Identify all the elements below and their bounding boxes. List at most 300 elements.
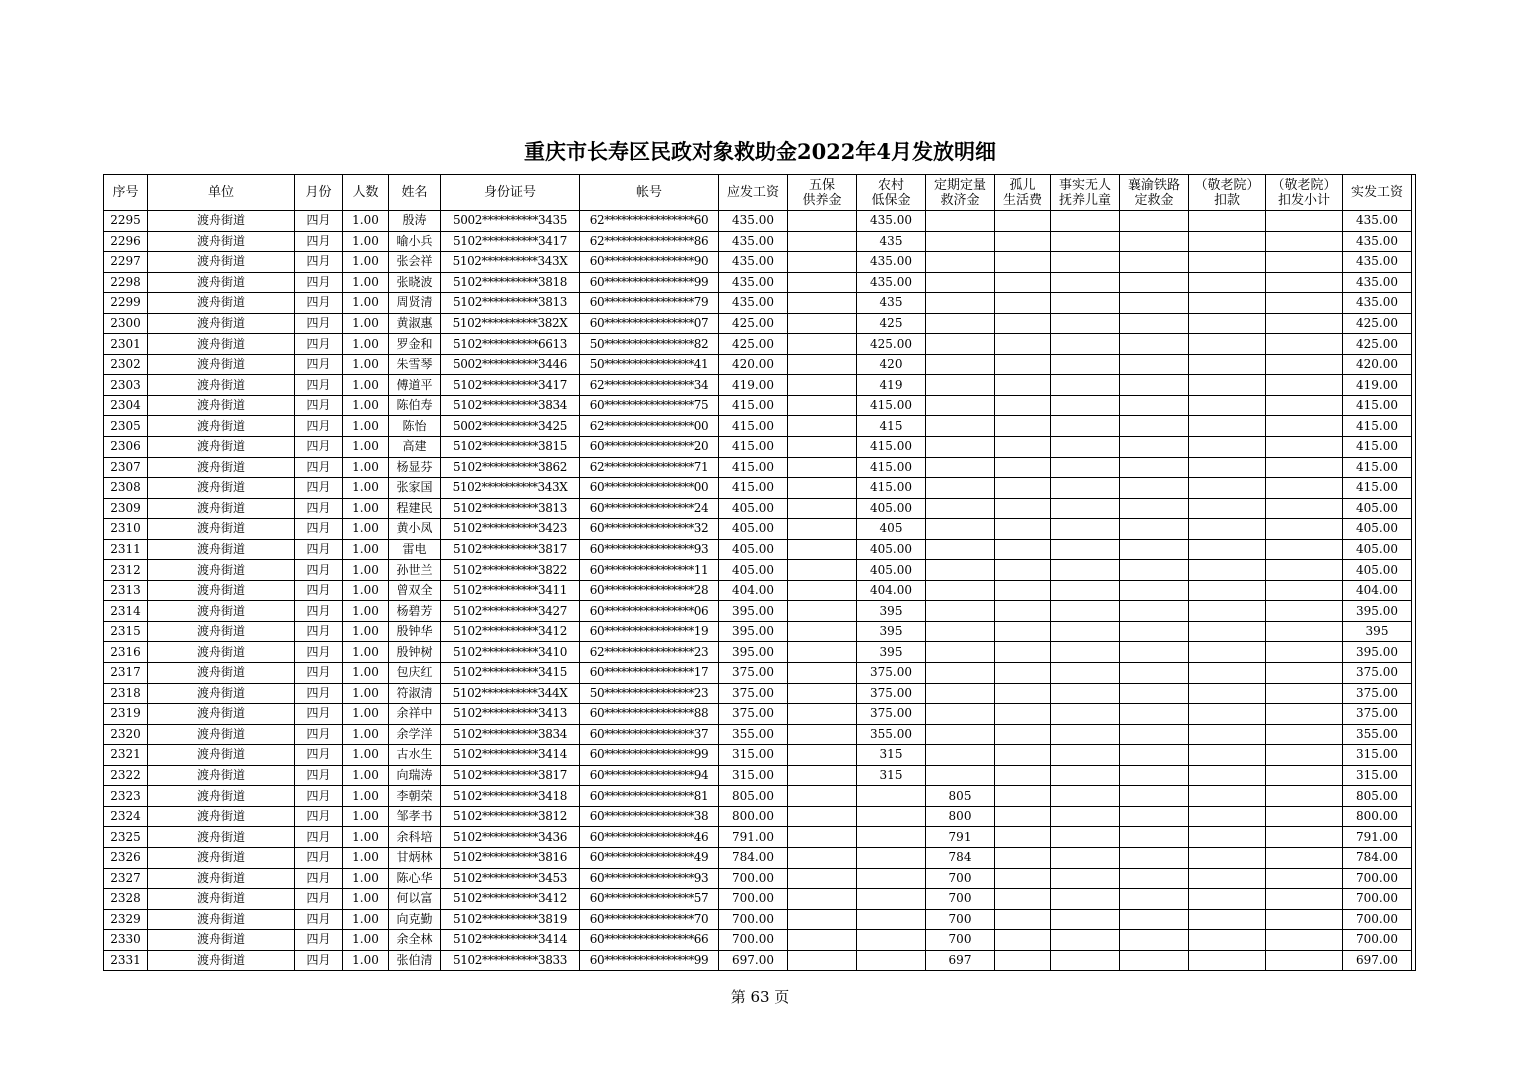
cell-orphan [995, 252, 1051, 273]
cell-account: 60****************11 [580, 560, 719, 581]
cell-net-pay: 415.00 [1343, 478, 1412, 499]
cell-id-number: 5002**********3425 [441, 416, 580, 437]
cell-nursing-deduct [1189, 827, 1266, 848]
cell-railway [1120, 580, 1189, 601]
cell-month: 四月 [295, 416, 343, 437]
cell-nursing-subtotal [1266, 806, 1343, 827]
cell-orphan [995, 745, 1051, 766]
cell-net-pay: 375.00 [1343, 683, 1412, 704]
cell-account: 60****************99 [580, 272, 719, 293]
cell-account: 60****************70 [580, 909, 719, 930]
cell-seq: 2313 [104, 580, 148, 601]
cell-nursing-deduct [1189, 395, 1266, 416]
cell-seq: 2330 [104, 930, 148, 951]
cell-unit: 渡舟街道 [148, 231, 295, 252]
cell-unit: 渡舟街道 [148, 765, 295, 786]
cell-railway [1120, 313, 1189, 334]
cell-seq: 2305 [104, 416, 148, 437]
cell-net-pay: 404.00 [1343, 580, 1412, 601]
cell-dibao: 415.00 [857, 457, 926, 478]
cell-dingqi [926, 498, 995, 519]
table-row [104, 621, 1412, 642]
cell-unattended-child [1051, 868, 1120, 889]
cell-nursing-subtotal [1266, 621, 1343, 642]
cell-seq: 2319 [104, 704, 148, 725]
cell-payable: 700.00 [719, 889, 788, 910]
cell-dingqi [926, 437, 995, 458]
relief-payment-table [103, 174, 1412, 971]
cell-orphan [995, 663, 1051, 684]
cell-account: 62****************00 [580, 416, 719, 437]
cell-count: 1.00 [343, 683, 389, 704]
cell-dibao: 435.00 [857, 211, 926, 232]
table-row [104, 539, 1412, 560]
cell-month: 四月 [295, 478, 343, 499]
cell-nursing-subtotal [1266, 252, 1343, 273]
cell-count: 1.00 [343, 868, 389, 889]
cell-payable: 791.00 [719, 827, 788, 848]
cell-seq: 2311 [104, 539, 148, 560]
cell-id-number: 5102**********3436 [441, 827, 580, 848]
cell-orphan [995, 457, 1051, 478]
cell-count: 1.00 [343, 211, 389, 232]
table-row [104, 478, 1412, 499]
cell-nursing-subtotal [1266, 909, 1343, 930]
cell-wubao [788, 745, 857, 766]
header-id-number: 身份证号 [441, 175, 580, 211]
cell-seq: 2328 [104, 889, 148, 910]
cell-month: 四月 [295, 827, 343, 848]
cell-unit: 渡舟街道 [148, 621, 295, 642]
table-row [104, 293, 1412, 314]
cell-count: 1.00 [343, 416, 389, 437]
cell-name: 程建民 [389, 498, 441, 519]
cell-unattended-child [1051, 519, 1120, 540]
cell-month: 四月 [295, 539, 343, 560]
cell-count: 1.00 [343, 539, 389, 560]
cell-unattended-child [1051, 375, 1120, 396]
cell-count: 1.00 [343, 786, 389, 807]
cell-name: 周贤清 [389, 293, 441, 314]
cell-unit: 渡舟街道 [148, 375, 295, 396]
cell-nursing-deduct [1189, 765, 1266, 786]
cell-wubao [788, 889, 857, 910]
cell-payable: 315.00 [719, 745, 788, 766]
cell-nursing-subtotal [1266, 211, 1343, 232]
cell-nursing-deduct [1189, 313, 1266, 334]
cell-nursing-deduct [1189, 950, 1266, 971]
cell-seq: 2322 [104, 765, 148, 786]
table-row [104, 416, 1412, 437]
cell-unit: 渡舟街道 [148, 724, 295, 745]
cell-nursing-deduct [1189, 560, 1266, 581]
cell-wubao [788, 868, 857, 889]
cell-wubao [788, 827, 857, 848]
cell-unit: 渡舟街道 [148, 889, 295, 910]
cell-nursing-subtotal [1266, 765, 1343, 786]
header-dingqi: 定期定量 救济金 [926, 175, 995, 211]
cell-seq: 2310 [104, 519, 148, 540]
cell-unit: 渡舟街道 [148, 560, 295, 581]
cell-month: 四月 [295, 663, 343, 684]
cell-railway [1120, 498, 1189, 519]
cell-nursing-subtotal [1266, 231, 1343, 252]
cell-orphan [995, 724, 1051, 745]
cell-wubao [788, 601, 857, 622]
cell-name: 古水生 [389, 745, 441, 766]
cell-unit: 渡舟街道 [148, 663, 295, 684]
cell-dibao [857, 909, 926, 930]
cell-railway [1120, 847, 1189, 868]
cell-nursing-subtotal [1266, 272, 1343, 293]
cell-seq: 2302 [104, 354, 148, 375]
cell-orphan [995, 416, 1051, 437]
cell-net-pay: 435.00 [1343, 252, 1412, 273]
cell-nursing-subtotal [1266, 580, 1343, 601]
cell-count: 1.00 [343, 724, 389, 745]
cell-count: 1.00 [343, 231, 389, 252]
cell-id-number: 5102**********3816 [441, 847, 580, 868]
cell-dingqi [926, 704, 995, 725]
table-row [104, 909, 1412, 930]
cell-payable: 415.00 [719, 437, 788, 458]
table-row [104, 457, 1412, 478]
cell-wubao [788, 930, 857, 951]
cell-dingqi: 700 [926, 889, 995, 910]
cell-dingqi [926, 334, 995, 355]
cell-payable: 435.00 [719, 252, 788, 273]
cell-dibao [857, 889, 926, 910]
header-unit: 单位 [148, 175, 295, 211]
cell-seq: 2323 [104, 786, 148, 807]
cell-account: 60****************49 [580, 847, 719, 868]
cell-wubao [788, 478, 857, 499]
table-row [104, 560, 1412, 581]
cell-orphan [995, 375, 1051, 396]
cell-wubao [788, 786, 857, 807]
cell-net-pay: 805.00 [1343, 786, 1412, 807]
cell-nursing-subtotal [1266, 663, 1343, 684]
cell-orphan [995, 683, 1051, 704]
header-orphan: 孤儿 生活费 [995, 175, 1051, 211]
cell-account: 60****************88 [580, 704, 719, 725]
table-row [104, 272, 1412, 293]
cell-month: 四月 [295, 950, 343, 971]
cell-dingqi [926, 539, 995, 560]
cell-payable: 415.00 [719, 395, 788, 416]
cell-railway [1120, 560, 1189, 581]
cell-wubao [788, 252, 857, 273]
cell-nursing-subtotal [1266, 950, 1343, 971]
cell-seq: 2298 [104, 272, 148, 293]
cell-seq: 2321 [104, 745, 148, 766]
cell-unattended-child [1051, 601, 1120, 622]
table-row [104, 231, 1412, 252]
cell-nursing-subtotal [1266, 930, 1343, 951]
cell-month: 四月 [295, 580, 343, 601]
cell-dibao: 355.00 [857, 724, 926, 745]
cell-nursing-subtotal [1266, 601, 1343, 622]
cell-payable: 697.00 [719, 950, 788, 971]
cell-net-pay: 315.00 [1343, 745, 1412, 766]
cell-orphan [995, 765, 1051, 786]
cell-orphan [995, 334, 1051, 355]
cell-month: 四月 [295, 313, 343, 334]
cell-name: 陈伯寿 [389, 395, 441, 416]
cell-railway [1120, 704, 1189, 725]
cell-nursing-subtotal [1266, 724, 1343, 745]
cell-nursing-deduct [1189, 478, 1266, 499]
cell-railway [1120, 806, 1189, 827]
cell-unit: 渡舟街道 [148, 293, 295, 314]
cell-month: 四月 [295, 437, 343, 458]
cell-nursing-deduct [1189, 416, 1266, 437]
cell-count: 1.00 [343, 478, 389, 499]
cell-nursing-subtotal [1266, 539, 1343, 560]
cell-orphan [995, 539, 1051, 560]
cell-account: 60****************06 [580, 601, 719, 622]
cell-railway [1120, 889, 1189, 910]
cell-net-pay: 395 [1343, 621, 1412, 642]
cell-dingqi [926, 745, 995, 766]
cell-month: 四月 [295, 765, 343, 786]
cell-month: 四月 [295, 847, 343, 868]
cell-nursing-subtotal [1266, 498, 1343, 519]
cell-nursing-subtotal [1266, 293, 1343, 314]
cell-nursing-deduct [1189, 868, 1266, 889]
cell-count: 1.00 [343, 745, 389, 766]
cell-dibao: 395 [857, 601, 926, 622]
cell-orphan [995, 560, 1051, 581]
cell-unattended-child [1051, 293, 1120, 314]
cell-unit: 渡舟街道 [148, 478, 295, 499]
table-row [104, 580, 1412, 601]
cell-month: 四月 [295, 868, 343, 889]
cell-unit: 渡舟街道 [148, 786, 295, 807]
cell-month: 四月 [295, 231, 343, 252]
cell-count: 1.00 [343, 354, 389, 375]
cell-railway [1120, 930, 1189, 951]
cell-id-number: 5102**********3819 [441, 909, 580, 930]
cell-nursing-subtotal [1266, 704, 1343, 725]
table-row [104, 847, 1412, 868]
cell-unit: 渡舟街道 [148, 806, 295, 827]
cell-dingqi [926, 354, 995, 375]
cell-name: 黄淑惠 [389, 313, 441, 334]
cell-payable: 315.00 [719, 765, 788, 786]
cell-net-pay: 405.00 [1343, 539, 1412, 560]
cell-unattended-child [1051, 334, 1120, 355]
cell-orphan [995, 704, 1051, 725]
cell-unit: 渡舟街道 [148, 847, 295, 868]
page-number: 第 63 页 [730, 988, 790, 1006]
cell-account: 60****************32 [580, 519, 719, 540]
cell-nursing-deduct [1189, 272, 1266, 293]
cell-name: 黄小凤 [389, 519, 441, 540]
cell-id-number: 5102**********3412 [441, 889, 580, 910]
cell-name: 包庆红 [389, 663, 441, 684]
cell-payable: 425.00 [719, 334, 788, 355]
cell-nursing-subtotal [1266, 375, 1343, 396]
cell-payable: 404.00 [719, 580, 788, 601]
cell-wubao [788, 724, 857, 745]
cell-account: 60****************79 [580, 293, 719, 314]
cell-railway [1120, 252, 1189, 273]
cell-payable: 395.00 [719, 642, 788, 663]
header-railway: 襄渝铁路 定救金 [1120, 175, 1189, 211]
cell-dibao: 419 [857, 375, 926, 396]
cell-dibao: 395 [857, 642, 926, 663]
cell-id-number: 5102**********3423 [441, 519, 580, 540]
cell-net-pay: 355.00 [1343, 724, 1412, 745]
cell-payable: 800.00 [719, 806, 788, 827]
cell-id-number: 5102**********6613 [441, 334, 580, 355]
table-row [104, 395, 1412, 416]
cell-net-pay: 375.00 [1343, 704, 1412, 725]
cell-nursing-subtotal [1266, 395, 1343, 416]
cell-unit: 渡舟街道 [148, 354, 295, 375]
cell-net-pay: 415.00 [1343, 416, 1412, 437]
cell-payable: 405.00 [719, 498, 788, 519]
cell-month: 四月 [295, 293, 343, 314]
cell-unit: 渡舟街道 [148, 313, 295, 334]
cell-orphan [995, 437, 1051, 458]
cell-railway [1120, 437, 1189, 458]
cell-id-number: 5102**********3412 [441, 621, 580, 642]
table-row [104, 498, 1412, 519]
cell-dingqi [926, 416, 995, 437]
cell-name: 陈心华 [389, 868, 441, 889]
cell-name: 杨碧芳 [389, 601, 441, 622]
cell-name: 余学洋 [389, 724, 441, 745]
cell-wubao [788, 909, 857, 930]
cell-account: 62****************86 [580, 231, 719, 252]
cell-dingqi [926, 601, 995, 622]
cell-count: 1.00 [343, 580, 389, 601]
cell-id-number: 5002**********3446 [441, 354, 580, 375]
cell-nursing-deduct [1189, 786, 1266, 807]
cell-dibao [857, 930, 926, 951]
cell-net-pay: 435.00 [1343, 211, 1412, 232]
cell-nursing-subtotal [1266, 416, 1343, 437]
cell-id-number: 5102**********3834 [441, 395, 580, 416]
cell-nursing-deduct [1189, 580, 1266, 601]
cell-seq: 2296 [104, 231, 148, 252]
table-row [104, 704, 1412, 725]
cell-dingqi: 791 [926, 827, 995, 848]
cell-count: 1.00 [343, 847, 389, 868]
cell-dibao: 395 [857, 621, 926, 642]
cell-orphan [995, 395, 1051, 416]
cell-unit: 渡舟街道 [148, 519, 295, 540]
page-title: 重庆市长寿区民政对象救助金2022年4月发放明细 [523, 139, 997, 164]
cell-wubao [788, 765, 857, 786]
cell-orphan [995, 498, 1051, 519]
cell-month: 四月 [295, 601, 343, 622]
cell-orphan [995, 930, 1051, 951]
cell-id-number: 5102**********343X [441, 478, 580, 499]
cell-dingqi [926, 642, 995, 663]
cell-month: 四月 [295, 211, 343, 232]
cell-month: 四月 [295, 498, 343, 519]
cell-count: 1.00 [343, 889, 389, 910]
cell-account: 60****************66 [580, 930, 719, 951]
header-month: 月份 [295, 175, 343, 211]
cell-nursing-subtotal [1266, 827, 1343, 848]
cell-dibao: 375.00 [857, 704, 926, 725]
cell-nursing-deduct [1189, 909, 1266, 930]
table-row [104, 334, 1412, 355]
cell-count: 1.00 [343, 375, 389, 396]
table-body [104, 211, 1412, 971]
cell-unit: 渡舟街道 [148, 827, 295, 848]
cell-month: 四月 [295, 724, 343, 745]
cell-payable: 415.00 [719, 457, 788, 478]
cell-seq: 2327 [104, 868, 148, 889]
table-row [104, 806, 1412, 827]
cell-railway [1120, 293, 1189, 314]
cell-railway [1120, 786, 1189, 807]
cell-dingqi [926, 478, 995, 499]
cell-railway [1120, 683, 1189, 704]
cell-account: 60****************28 [580, 580, 719, 601]
header-nursing-deduct: （敬老院） 扣款 [1189, 175, 1266, 211]
cell-unit: 渡舟街道 [148, 950, 295, 971]
cell-railway [1120, 745, 1189, 766]
cell-id-number: 5102**********3413 [441, 704, 580, 725]
cell-name: 余祥中 [389, 704, 441, 725]
cell-railway [1120, 950, 1189, 971]
cell-wubao [788, 806, 857, 827]
cell-nursing-subtotal [1266, 868, 1343, 889]
cell-id-number: 5102**********3817 [441, 539, 580, 560]
cell-nursing-deduct [1189, 642, 1266, 663]
cell-wubao [788, 313, 857, 334]
cell-month: 四月 [295, 745, 343, 766]
cell-railway [1120, 211, 1189, 232]
cell-count: 1.00 [343, 313, 389, 334]
cell-unit: 渡舟街道 [148, 909, 295, 930]
cell-wubao [788, 519, 857, 540]
cell-net-pay: 435.00 [1343, 293, 1412, 314]
cell-dingqi [926, 252, 995, 273]
cell-nursing-deduct [1189, 334, 1266, 355]
table-row [104, 950, 1412, 971]
cell-orphan [995, 272, 1051, 293]
cell-nursing-subtotal [1266, 334, 1343, 355]
cell-id-number: 5102**********3812 [441, 806, 580, 827]
cell-orphan [995, 806, 1051, 827]
cell-nursing-deduct [1189, 354, 1266, 375]
cell-payable: 805.00 [719, 786, 788, 807]
cell-dingqi [926, 313, 995, 334]
cell-seq: 2331 [104, 950, 148, 971]
cell-unit: 渡舟街道 [148, 580, 295, 601]
cell-account: 60****************90 [580, 252, 719, 273]
cell-nursing-deduct [1189, 539, 1266, 560]
cell-seq: 2309 [104, 498, 148, 519]
cell-count: 1.00 [343, 827, 389, 848]
cell-month: 四月 [295, 457, 343, 478]
cell-net-pay: 791.00 [1343, 827, 1412, 848]
cell-unattended-child [1051, 313, 1120, 334]
cell-name: 高建 [389, 437, 441, 458]
cell-unit: 渡舟街道 [148, 416, 295, 437]
cell-nursing-subtotal [1266, 457, 1343, 478]
cell-nursing-subtotal [1266, 745, 1343, 766]
cell-id-number: 5102**********3833 [441, 950, 580, 971]
cell-unit: 渡舟街道 [148, 642, 295, 663]
